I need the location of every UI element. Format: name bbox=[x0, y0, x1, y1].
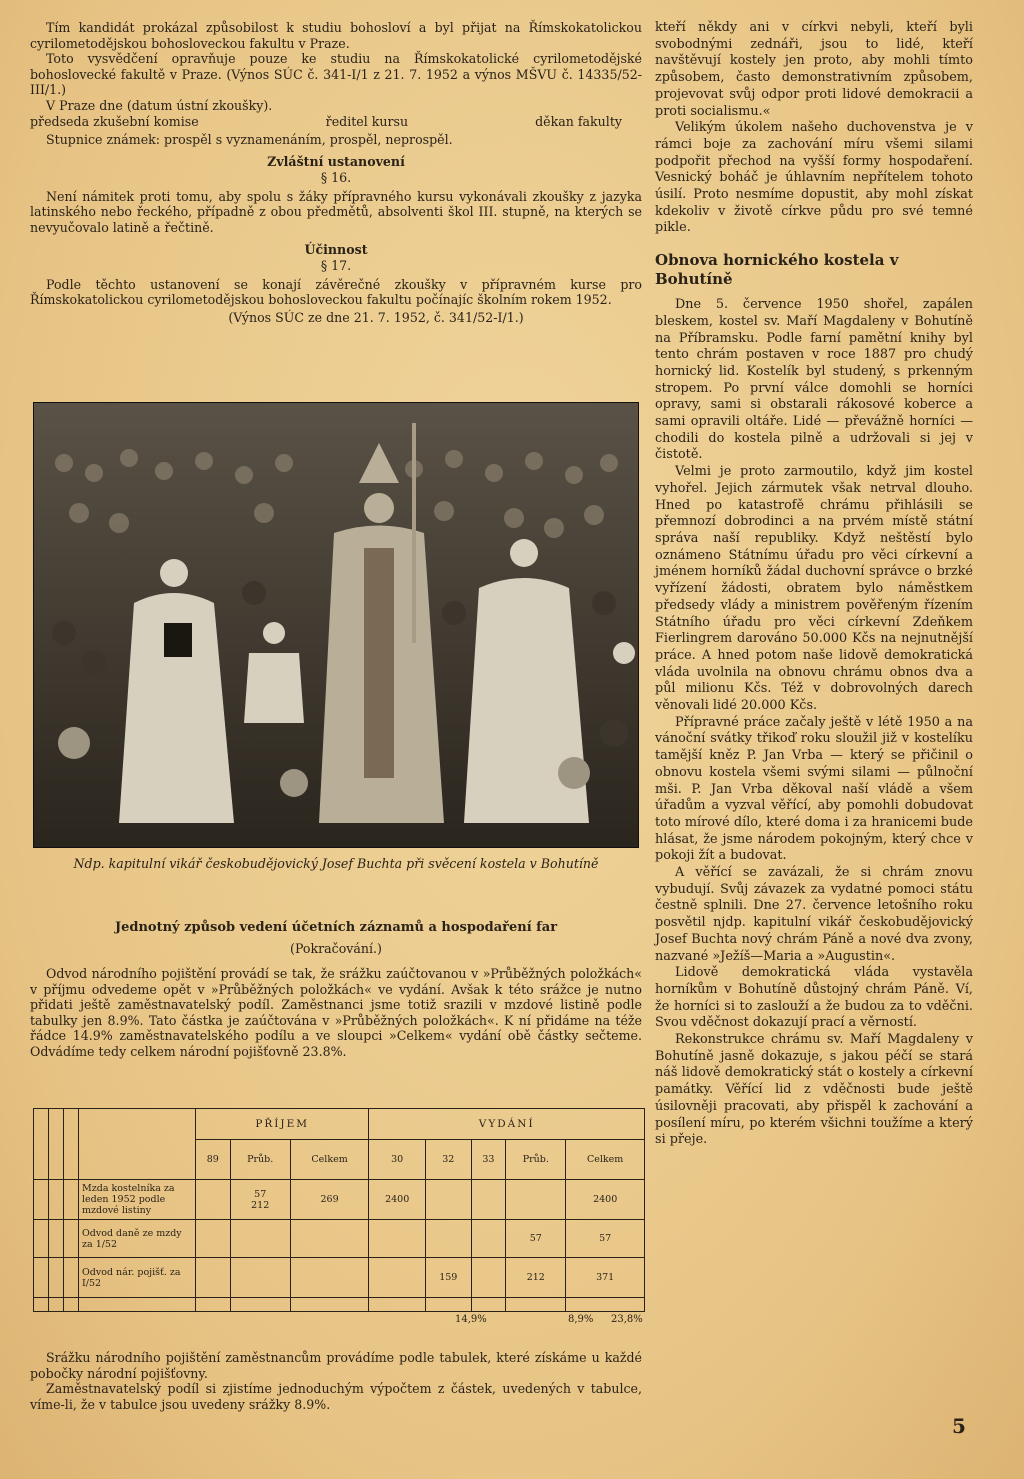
cell bbox=[290, 1220, 369, 1258]
row-label: Odvod daně ze mzdy za 1/52 bbox=[79, 1220, 196, 1258]
accounting-table-wrap bbox=[33, 1108, 645, 1338]
cell: 57 212 bbox=[230, 1180, 290, 1220]
church-paragraph-4: A věřící se zavázali, že si chrám znovu vybudují. Svůj závazek za vydatné pomoci státu čestně splnili. Dne 27. července letošního roku posvětil njdp. kapitulní vikář českobudějovický Josef Buchta nový chrám Páně a nové dva zvony, nazvané »Ježíš—Maria a »Augustin«. bbox=[655, 865, 973, 964]
paragraph-17-number: § 17. bbox=[320, 257, 352, 273]
table-row bbox=[34, 1180, 645, 1220]
paragraph-17-text: Podle těchto ustanovení se konají závěrečné zkoušky v přípravném kurse pro Římskokatolickou cyrilometodějskou bohosloveckou fakultu počínajíc školním rokem 1952. bbox=[30, 276, 642, 308]
cell bbox=[506, 1180, 566, 1220]
intro-paragraph-2: Toto vysvědčení opravňuje pouze ke studiu na Římskokatolické cyrilometodějské bohoslovecké fakultě v Praze. (Výnos SÚC č. 341-I/1 z 21. 7. 1952 a výnos MŠVU č. 14335/52-III/1.) bbox=[30, 51, 642, 98]
table-row bbox=[34, 1220, 645, 1258]
cell bbox=[196, 1258, 231, 1298]
cell: 2400 bbox=[369, 1180, 426, 1220]
cell bbox=[290, 1258, 369, 1298]
photo-caption: Ndp. kapitulní vikář českobudějovický Josef Buchta při svěcení kostela v Bohutíně bbox=[73, 856, 599, 871]
cell bbox=[471, 1180, 506, 1220]
table-footnotes bbox=[33, 1312, 645, 1338]
signature-row bbox=[30, 114, 642, 130]
right-paragraph-2: Velikým úkolem našeho duchovenstva je v rámci boje za zachování míru všemi silami podpořit přechod na vyšší formy hospodaření. Vesnický boháč je úhlavním nepřítelem tohoto úsilí. Proto nesmíme dopustit, aby mohl získat kdekoliv v životě církve půdu pro své temné pikle. bbox=[655, 120, 973, 236]
cell: 57 bbox=[506, 1220, 566, 1258]
right-column bbox=[655, 20, 973, 1149]
cell: 269 bbox=[290, 1180, 369, 1220]
employer-share: 14,9% bbox=[455, 1314, 487, 1325]
church-paragraph-1: Dne 5. července 1950 shořel, zapálen bleskem, kostel sv. Maří Magdaleny v Bohutíně na Příbramsku. Podle farní pamětní knihy byl tento chrám postaven v roce 1887 pro chudý hornický lid. Kostelík byl studený, s prkenným stropem. Po první válce domohli se horníci opravy, sami si obstarali rákosové koberce a sami opravili oltáře. Lidé — převážně horníci — chodili do kostela pilně a udržovali si jej v čistotě. bbox=[655, 297, 973, 463]
cell: 2400 bbox=[566, 1180, 645, 1220]
accounting-article-continued: (Pokračování.) bbox=[290, 941, 382, 956]
income-header: PŘÍJEM bbox=[196, 1109, 369, 1140]
consecration-photo bbox=[33, 402, 639, 848]
effect-heading: Účinnost bbox=[304, 241, 368, 257]
paragraph-16-number: § 16. bbox=[320, 169, 352, 185]
col-prub-out: Průb. bbox=[506, 1140, 566, 1180]
accounting-table bbox=[33, 1108, 645, 1312]
cell bbox=[196, 1180, 231, 1220]
col-33: 33 bbox=[471, 1140, 506, 1180]
church-paragraph-6: Rekonstrukce chrámu sv. Maří Magdaleny v Bohutíně jasně dokazuje, s jakou péčí se stará náš lidově demokratický stát o kostely a církevní památky. Věřící lid z vděčnosti bude ještě úsilovněji pracovati, aby přispěl k zachování a posílení míru, po kterém všichni toužíme a který si přeje. bbox=[655, 1032, 973, 1148]
cell bbox=[425, 1220, 471, 1258]
cell: 57 bbox=[566, 1220, 645, 1258]
crowd-photo-image bbox=[34, 403, 638, 847]
church-paragraph-3: Přípravné práce začaly ještě v létě 1950 a na vánoční svátky třikoď roku sloužil již v kostelíku tamější kněz P. Jan Vrba — který se přičinil o obnovu kostela všemi svými silami — půlnoční mši. P. Jan Vrba děkoval naší vládě a všem úřadům a vyzval věřící, aby pomohli dobudovat toto mírové dílo, které doma i za hranicemi bude hlásat, že jsme národem pokojným, který chce v pokoji žít a budovat. bbox=[655, 714, 973, 864]
col-prub-in: Průb. bbox=[230, 1140, 290, 1180]
cell bbox=[369, 1220, 426, 1258]
row-label: Mzda kostelníka za leden 1952 podle mzdové listiny bbox=[79, 1180, 196, 1220]
accounting-article-body: Odvod národního pojištění provádí se tak, že srážku zaúčtovanou v »Průběžných položkách« v příjmu odvedeme opět v »Průběžných položkách« ve vydání. Avšak k této srážce je nutno přidati ještě zaměstnavatelský podíl. Zaměstnanci jsme totiž srazili v mzdové listině podle tabulky jen 8.9%. Tato částka je zaúčtována v »Průběžných položkách«. K ní přidáme na téže řádce 14.9% zaměstnavatelského podílu a ve sloupci »Celkem« vydání obě částky sečteme. Odvádíme tedy celkem národní pojišťovně 23.8%. bbox=[30, 966, 642, 1059]
table-row bbox=[34, 1258, 645, 1298]
place-date: V Praze dne (datum ústní zkoušky). bbox=[46, 97, 273, 113]
accounting-closing bbox=[30, 1350, 642, 1412]
col-32: 32 bbox=[425, 1140, 471, 1180]
church-paragraph-2: Velmi je proto zarmoutilo, když jim kostel vyhořel. Jejich zármutek však netrval dlouho. Hned po katastrofě chrámu přihlásili se přemnozí dobrodinci a na prvém místě státní správa naší republiky. Když neštěstí bylo oznámeno Státnímu úřadu pro věci církevní a jménem horníků žádal duchovní správce o brzké vyřízení žádosti, obratem bylo náměstkem předsedy vlády a ministrem pověřeným řízením Státního úřadu pro věci církevní Zdeňkem Fierlingrem darováno 50.000 Kčs na nejnutnější práce. A hned potom naše lidově demokratická vláda uvolnila na obnovu chrámu obnos dva a půl milionu Kčs. Též v dobrovolných darech věnovali lidé 20.000 Kčs. bbox=[655, 464, 973, 714]
intro-paragraph-1: Tím kandidát prokázal způsobilost k studiu bohosloví a byl přijat na Římskokatolickou cyrilometodějskou bohosloveckou fakultu v Praze. bbox=[30, 20, 642, 51]
expense-header: VYDÁNÍ bbox=[369, 1109, 645, 1140]
employee-share: 8,9% bbox=[568, 1314, 594, 1325]
church-article-title: Obnova hornického kostela v Bohutíně bbox=[655, 251, 899, 289]
col-89: 89 bbox=[196, 1140, 231, 1180]
church-paragraph-5: Lidově demokratická vláda vystavěla horníkům v Bohutíně důstojný chrám Páně. Ví, že horníci si to zaslouží a že budou za to vděčni. Svou vděčnost dokazují prací a věrností. bbox=[655, 965, 973, 1031]
grading-scale: Stupnice známek: prospěl s vyznamenáním, prospěl, neprospěl. bbox=[46, 132, 453, 148]
cell bbox=[230, 1220, 290, 1258]
signature-director: ředitel kursu bbox=[325, 113, 409, 129]
col-30: 30 bbox=[369, 1140, 426, 1180]
left-column bbox=[30, 20, 643, 1412]
cell: 212 bbox=[506, 1258, 566, 1298]
col-total-in: Celkem bbox=[290, 1140, 369, 1180]
cell bbox=[425, 1180, 471, 1220]
table-row bbox=[34, 1298, 645, 1312]
signature-chair: předseda zkušební komise bbox=[30, 113, 199, 129]
total-share: 23,8% bbox=[611, 1314, 643, 1325]
decree-reference: (Výnos SÚC ze dne 21. 7. 1952, č. 341/52-I/1.) bbox=[228, 309, 524, 325]
cell bbox=[196, 1220, 231, 1258]
cell: 371 bbox=[566, 1258, 645, 1298]
closing-paragraph-1: Srážku národního pojištění zaměstnancům provádíme podle tabulek, které získáme u každé pobočky národní pojišťovny. bbox=[30, 1350, 642, 1381]
right-paragraph-1: kteří někdy ani v církvi nebyli, kteří byli svobodnými zednáři, jsou to lidé, kteří navštěvují kostely jen proto, aby mohli tímto způsobem, často demonstrativním způsobem, projevovat svůj odpor proti lidové demokracii a proti socialismu.« bbox=[655, 20, 973, 119]
cell: 159 bbox=[425, 1258, 471, 1298]
accounting-article bbox=[30, 920, 642, 1060]
row-label: Odvod nár. pojišť. za I/52 bbox=[79, 1258, 196, 1298]
signature-dean: děkan fakulty bbox=[535, 113, 622, 129]
accounting-article-title: Jednotný způsob vedení účetních záznamů a hospodaření far bbox=[114, 920, 558, 935]
cell bbox=[471, 1258, 506, 1298]
cell bbox=[471, 1220, 506, 1258]
special-provisions-heading: Zvláštní ustanovení bbox=[267, 153, 405, 169]
cell bbox=[369, 1258, 426, 1298]
col-total-out: Celkem bbox=[566, 1140, 645, 1180]
paragraph-16-text: Není námitek proti tomu, aby spolu s žáky přípravného kursu vykonávali zkoušky z jazyka latinského nebo řeckého, případně z obou předmětů, absolventi škol III. stupně, na kterých se nevyučovalo latině a řečtině. bbox=[30, 188, 642, 235]
page-number: 5 bbox=[952, 1414, 966, 1438]
cell bbox=[230, 1258, 290, 1298]
closing-paragraph-2: Zaměstnavatelský podíl si zjistíme jednoduchým výpočtem z částek, uvedených v tabulce, víme-li, že v tabulce jsou uvedeny srážky 8.9%. bbox=[30, 1381, 642, 1412]
